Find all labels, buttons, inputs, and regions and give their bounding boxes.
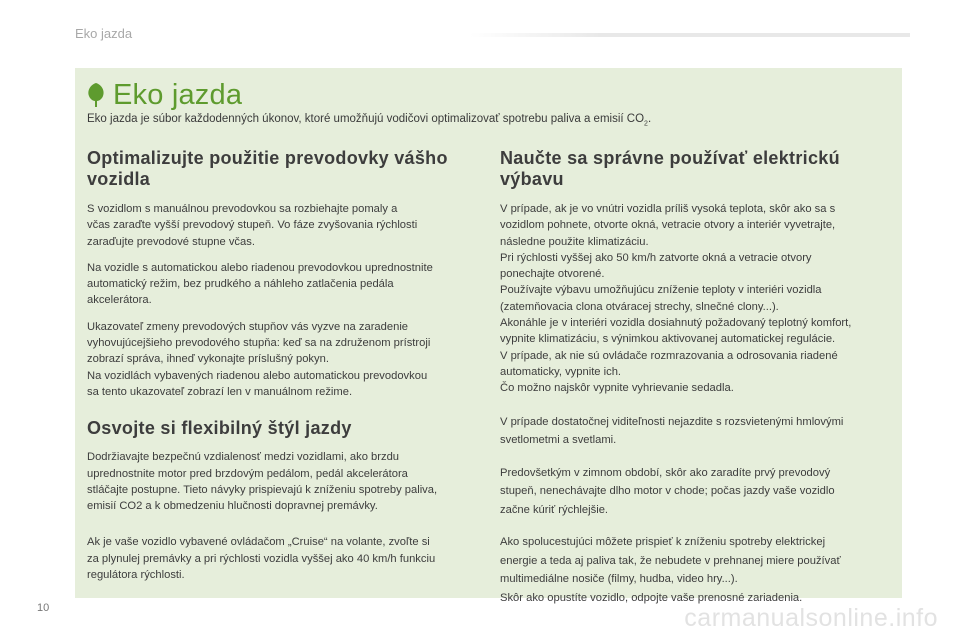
intro-text: Eko jazda je súbor každodenných úkonov, ktoré umožňujú vodičovi optimalizovať spotrebu paliva a emisií $CO_2$. bbox=[87, 113, 652, 128]
eco-driving-panel bbox=[75, 68, 902, 604]
paragraph: Ako spolucestujúci môžete prispieť k zníženiu spotreby elektrickej energie a teda aj paliva tak, že nebudete v prehnanej miere používať multimediálne nosiče (filmy, hudba, video hry...). Skôr ako opustíte vozidlo, odpojte vaše prenosné zariadenia. bbox=[500, 536, 841, 604]
watermark: carmanualsonline.info bbox=[684, 604, 938, 632]
title-row bbox=[85, 80, 242, 110]
paragraph: Predovšetkým v zimnom období, skôr ako zaradíte prvý prevodový stupeň, nenechávajte dlho motor v chode; počas jazdy vaše vozidlo začne kúriť rýchlejšie. bbox=[500, 466, 835, 516]
left-column bbox=[87, 148, 475, 583]
page-number: 10 bbox=[37, 602, 50, 614]
paragraph: Na vozidle s automatickou alebo riadenou prevodovkou uprednostnite automatický režim, bez prudkého a náhleho zatlačenia pedála akcelerátora. bbox=[87, 261, 433, 307]
section-heading-gearbox: Optimalizujte použitie prevodovky vášho vozidla bbox=[87, 148, 448, 189]
header-rule bbox=[470, 33, 910, 37]
paragraph: S vozidlom s manuálnou prevodovkou sa rozbiehajte pomaly a včas zaraďte vyšší prevodový stupeň. Vo fáze zvyšovania rýchlosti zaraďujte prevodové stupne včas. bbox=[87, 203, 418, 248]
tree-leaf-icon bbox=[85, 82, 107, 108]
running-header: Eko jazda bbox=[75, 26, 133, 41]
section-heading-electrical: Naučte sa správne používať elektrickú výbavu bbox=[500, 148, 840, 189]
paragraph: V prípade dostatočnej viditeľnosti nejazdite s rozsvietenými hmlovými svetlometmi a svetlami. bbox=[500, 415, 844, 447]
section-heading-driving-style: Osvojte si flexibilný štýl jazdy bbox=[87, 418, 352, 439]
paragraph: Ak je vaše vozidlo vybavené ovládačom „Cruise“ na volante, zvoľte si za plynulej premávky a pri rýchlosti vozidla vyššej ako 40 km/h funkciu regulátora rýchlosti. bbox=[87, 536, 436, 582]
paragraph: Dodržiavajte bezpečnú vzdialenosť medzi vozidlami, ako brzdu uprednostnite motor pred brzdovým pedálom, pedál akcelerátora stláčajte postupne. Tieto návyky prispievajú k zníženiu spotreby paliva, emisií CO2 a k obmedzeniu hlučnosti dopravnej premávky. bbox=[87, 451, 438, 513]
page-title: Eko jazda bbox=[113, 78, 243, 111]
right-column bbox=[500, 148, 890, 607]
paragraph: Ukazovateľ zmeny prevodových stupňov vás vyzve na zaradenie vyhovujúcejšieho prevodového stupňa: keď sa na združenom prístroji zobrazí správa, ihneď vykonajte príslušný pokyn. Na vozidlách vybavených riadenou alebo automatickou prevodovkou sa tento ukazovateľ zobrazí len v manuálnom režime. bbox=[87, 320, 431, 398]
paragraph: V prípade, ak je vo vnútri vozidla príliš vysoká teplota, skôr ako sa s vozidlom pohnete, otvorte okná, vetracie otvory a interiér vyvetrajte, následne použite klimatizáciu. Pri rýchlosti vyššej ako 50 km/h zatvorte okná a vetracie otvory ponechajte otvorené. Používajte výbavu umožňujúcu zníženie teploty v interiéri vozidla (zatemňovacia clona otváracej strechy, slnečné clony...). Akonáhle je v interiéri vozidla dosiahnutý požadovaný teplotný komfort, vypnite klimatizáciu, s výnimkou aktivovanej automatickej regulácie. V prípade, ak nie sú ovládače rozmrazovania a odrosovania riadené automaticky, vypnite ich. Čo možno najskôr vypnite vyhrievanie sedadla. bbox=[500, 203, 852, 395]
